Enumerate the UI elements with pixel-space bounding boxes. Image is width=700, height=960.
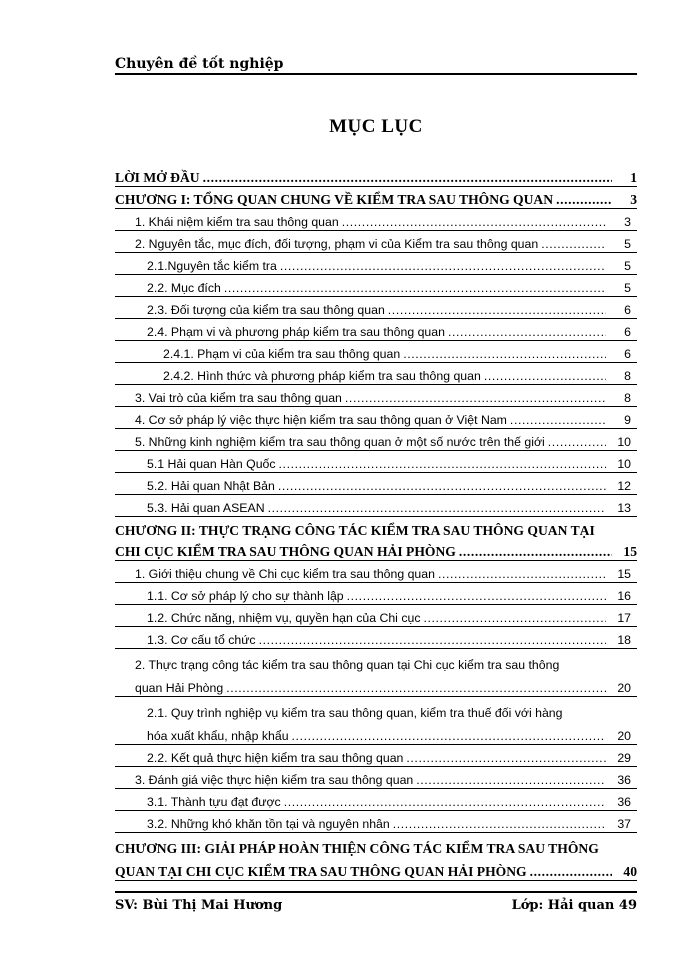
running-header: Chuyên đề tốt nghiệp <box>115 56 284 72</box>
toc-entry: 5.1 Hải quan Hàn Quốc ..... 10 <box>115 451 637 473</box>
toc-entry: quan Hải Phòng ..... 20 <box>115 673 637 697</box>
toc-entry: 2.2. Mục đích ..... 5 <box>115 275 637 297</box>
toc-entry: 4. Cơ sở pháp lý việc thực hiện kiểm tra sau thông quan ở Việt Nam ..... 9 <box>115 407 637 429</box>
toc-entry: 2.1.Nguyên tắc kiểm tra ..... 5 <box>115 253 637 275</box>
toc-entry: 1.3. Cơ cấu tổ chức ..... 18 <box>115 627 637 649</box>
toc-entry: 2.1. Quy trình nghiệp vụ kiểm tra sau thông quan, kiểm tra thuế đối với hàng <box>147 706 563 720</box>
footer-rule <box>115 891 637 893</box>
toc-entry: 1. Giới thiệu chung về Chi cục kiểm tra sau thông quan ..... 15 <box>115 561 637 583</box>
toc-entry: 5.3. Hải quan ASEAN ..... 13 <box>115 495 637 517</box>
toc-entry: CHƯƠNG I: TỔNG QUAN CHUNG VỀ KIỂM TRA SAU THÔNG QUAN ..... 3 <box>115 187 637 209</box>
toc-entry: 2. Thực trạng công tác kiểm tra sau thông quan tại Chi cục kiểm tra sau thông <box>135 658 560 672</box>
toc-entry: 2.4.2. Hình thức và phương pháp kiểm tra sau thông quan ..... 8 <box>115 363 637 385</box>
toc-entry: CHƯƠNG III: GIẢI PHÁP HOÀN THIỆN CÔNG TÁC KIỂM TRA SAU THÔNG <box>115 841 599 856</box>
header-rule <box>115 73 637 75</box>
toc-entry: 2.2. Kết quả thực hiện kiểm tra sau thông quan ..... 29 <box>115 745 637 767</box>
toc-entry: 1.1. Cơ sở pháp lý cho sự thành lập ..... 16 <box>115 583 637 605</box>
footer-student: SV: Bùi Thị Mai Hương <box>115 898 283 913</box>
toc-entry: CHƯƠNG II: THỰC TRẠNG CÔNG TÁC KIỂM TRA SAU THÔNG QUAN TẠI <box>115 523 595 538</box>
toc-entry: CHI CỤC KIỂM TRA SAU THÔNG QUAN HẢI PHÒNG ..... 15 <box>115 539 637 561</box>
toc-entry: hóa xuất khẩu, nhập khẩu ..... 20 <box>115 721 637 745</box>
toc-entry: 2.4.1. Phạm vi của kiểm tra sau thông quan ..... 6 <box>115 341 637 363</box>
toc-entry: 3. Vai trò của kiểm tra sau thông quan ..... 8 <box>115 385 637 407</box>
toc-entry: 2.3. Đối tượng của kiểm tra sau thông quan ..... 6 <box>115 297 637 319</box>
toc-entry: 2.4. Phạm vi và phương pháp kiểm tra sau thông quan ..... 6 <box>115 319 637 341</box>
page-title: MỤC LỤC <box>329 116 423 137</box>
toc-entry: QUAN TẠI CHI CỤC KIỂM TRA SAU THÔNG QUAN HẢI PHÒNG ..... 40 <box>115 857 637 881</box>
toc-entry: LỜI MỞ ĐẦU ..... 1 <box>115 165 637 187</box>
toc-entry: 1. Khái niệm kiểm tra sau thông quan ..... 3 <box>115 209 637 231</box>
toc-entry: 5.2. Hải quan Nhật Bản ..... 12 <box>115 473 637 495</box>
toc-entry: 1.2. Chức năng, nhiệm vụ, quyền hạn của Chi cục ..... 17 <box>115 605 637 627</box>
toc-entry: 3.2. Những khó khăn tồn tại và nguyên nhân ..... 37 <box>115 811 637 833</box>
footer-class: Lớp: Hải quan 49 <box>511 898 637 913</box>
toc-entry: 3. Đánh giá việc thực hiện kiểm tra sau thông quan ..... 36 <box>115 767 637 789</box>
toc-entry: 3.1. Thành tựu đạt được ..... 36 <box>115 789 637 811</box>
toc-entry: 5. Những kinh nghiệm kiểm tra sau thông quan ở một số nước trên thế giới ..... 10 <box>115 429 637 451</box>
table-of-contents <box>115 165 637 881</box>
toc-entry: 2. Nguyên tắc, mục đích, đối tượng, phạm vi của Kiểm tra sau thông quan ..... 5 <box>115 231 637 253</box>
